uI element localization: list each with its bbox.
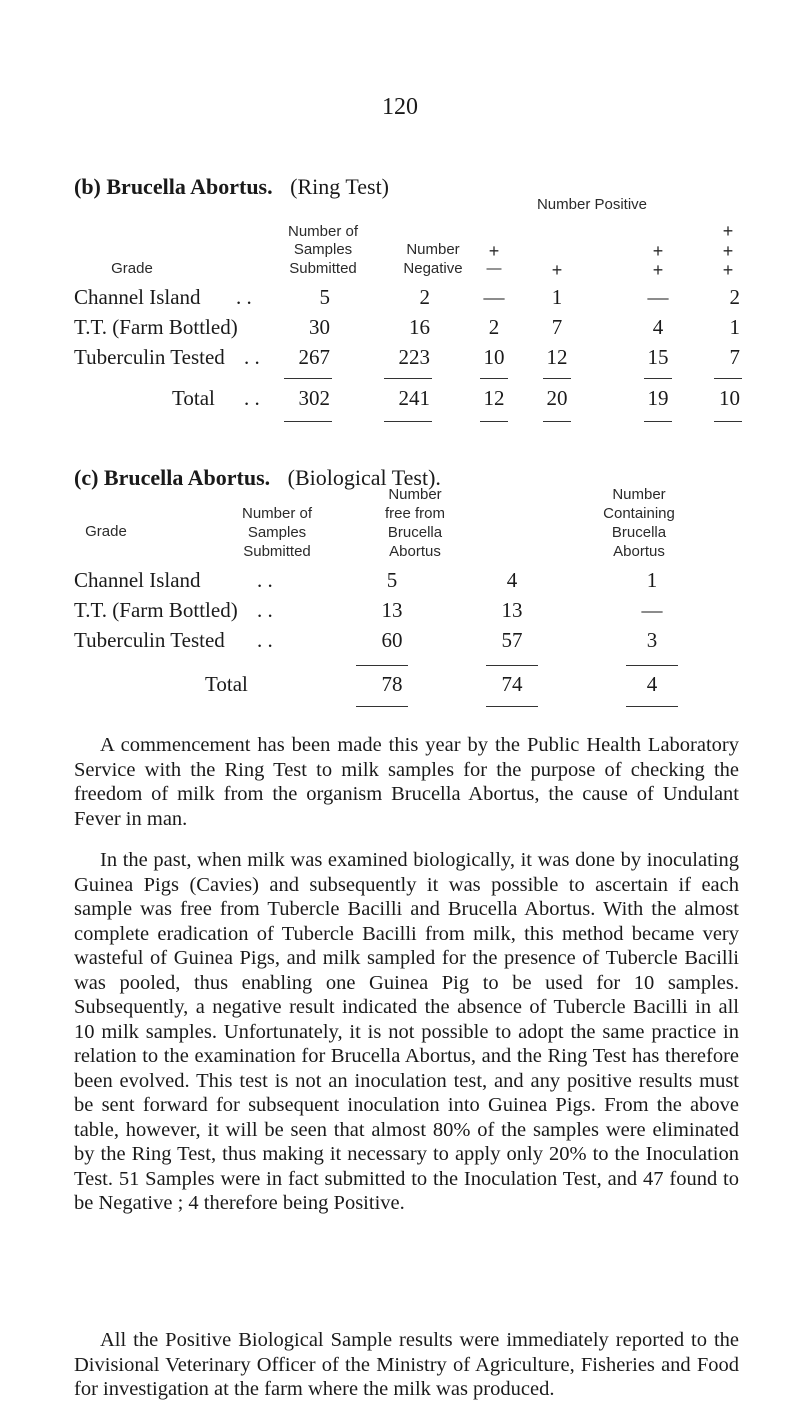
ring-samples-header: Number of [287,223,359,240]
ring-test-heading-rest: (Ring Test) [290,174,390,199]
bio-cont-header-2: Containing [603,505,675,522]
ring-row-p3: 15 [647,345,669,369]
bio-row-free: 4 [506,568,518,592]
bio-total-rule [356,665,408,666]
ring-bottom-rule [480,421,508,422]
bio-test-heading-rest: (Biological Test). [287,465,441,490]
bio-total-label: Total [205,672,248,696]
ring-row-p4: 7 [729,345,740,369]
ring-total-negative: 241 [398,386,430,410]
paragraph-reporting-text: All the Positive Biological Sample results were immediately reported to the Divisional Veterinary Officer of the Ministry of Agriculture, Fisheries and Food for investigation at the farm where the milk was produced. [74,1329,739,1400]
ring-grade-header: Grade [111,260,153,277]
ring-total-p1: 12 [483,386,505,410]
bio-total-rule [626,665,678,666]
bio-row-grade: Tuberculin Tested [74,628,225,652]
bio-bottom-rule [356,706,408,707]
ring-row-submitted: 267 [298,345,330,369]
paragraph-intro [74,733,739,831]
bio-cont-header-1: Number [612,486,666,503]
ring-row-dots: . . [236,285,252,309]
ring-row-negative: 2 [419,285,430,309]
ring-bottom-rule [543,421,571,422]
ring-total-rule [714,378,742,379]
ring-row-grade: T.T. (Farm Bottled) [74,315,238,339]
bio-row-submitted: 60 [381,628,403,652]
bio-row-submitted: 5 [386,568,398,592]
paragraph-intro-text: A commencement has been made this year by the Public Health Laboratory Service with the Ring Test to milk samples for the purpose of checking the freedom of milk from the organism Brucella Abortus, the cause of Undulant Fever in man. [74,734,739,830]
bio-row-dots: . . [257,598,273,622]
ring-row-p3: 4 [652,315,664,339]
ring-row-p2: 1 [551,285,563,309]
bio-row-free: 13 [501,598,523,622]
bio-test-heading-bold: (c) Brucella Abortus. [74,465,271,490]
ring-row-p1: — [483,285,505,309]
ring-pos-col4-top: + [722,221,734,241]
ring-total-rule [284,378,332,379]
bio-free-header-3: Brucella [387,524,443,541]
ring-pos-col1-top: + [488,241,500,261]
ring-row-submitted: 30 [309,315,330,339]
ring-pos-col4-bottom: + [722,260,734,280]
bio-row-dots: . . [257,568,273,592]
ring-row-p2: 7 [551,315,563,339]
ring-row-submitted: 5 [319,285,330,309]
bio-cont-header-3: Brucella [611,524,667,541]
ring-total-label: Total [172,386,215,410]
ring-bottom-rule [384,421,432,422]
bio-samples-header-2: Samples [247,524,307,541]
bio-bottom-rule [626,706,678,707]
ring-total-rule [644,378,672,379]
bio-total-rule [486,665,538,666]
ring-row-negative: 16 [409,315,430,339]
paragraph-method [74,848,739,1216]
bio-row-containing: — [641,598,663,622]
bio-cont-header-4: Abortus [613,543,665,560]
bio-samples-header-1: Number of [241,505,313,522]
bio-row-free: 57 [501,628,523,652]
ring-pos-col4-mid: + [722,241,734,261]
ring-row-p1: 10 [483,345,505,369]
ring-row-negative: 223 [398,345,430,369]
ring-bottom-rule [284,421,332,422]
ring-total-p2: 20 [546,386,568,410]
bio-total-containing: 4 [646,672,658,696]
ring-bottom-rule [714,421,742,422]
bio-total-free: 74 [501,672,523,696]
ring-test-heading-bold: (b) Brucella Abortus. [74,174,273,199]
paragraph-method-text: In the past, when milk was examined biologically, it was done by inoculating Guinea Pigs (Cavies) and subsequently it was possible to ascertain if each sample was free from Tubercle Bacilli and Brucella Abortus. With the almost complete eradication of Tubercle Bacilli from milk, this method became very wasteful of Guinea Pigs, and milk sampled for the presence of Tubercle Bacilli was pooled, thus enabling one Guinea Pig to be used for 10 samples. Subsequently, a negative result indicated the absence of Tubercle Bacilli in all 10 milk samples. Unfortunately, it is not possible to adopt the same practice in relation to the examination for Brucella Abortus, and the Ring Test has therefore been evolved. This test is not an inoculation test, and any positive results must be sent forward for subsequent inoculation into Guinea Pigs. From the above table, however, it will be seen that almost 80% of the samples were eliminated by the Ring Test, thus making it necessary to apply only 20% to the Inoculation Test. 51 Samples were in fact submitted to the Inoculation Test, and 47 found to be Negative ; 4 therefore being Positive. [74,849,739,1214]
ring-row-p1: 2 [488,315,500,339]
ring-pos-col2: + [551,260,563,280]
bio-bottom-rule [486,706,538,707]
ring-row-p4: 1 [729,315,740,339]
bio-row-containing: 3 [646,628,658,652]
bio-row-dots: . . [257,628,273,652]
ring-total-rule [543,378,571,379]
ring-row-grade: Channel Island [74,285,201,309]
ring-negative-header-1: Number [406,241,460,258]
bio-grade-header: Grade [85,523,127,540]
ring-samples-header-2: Samples [293,241,353,258]
bio-free-header-2: free from [384,505,445,522]
ring-row-p3: — [647,285,669,309]
ring-total-p4: 10 [719,386,740,410]
bio-row-grade: T.T. (Farm Bottled) [74,598,238,622]
ring-row-dots: . . [244,345,260,369]
bio-row-submitted: 13 [381,598,403,622]
ring-samples-header-3: Submitted [289,260,357,277]
ring-pos-col3-top: + [652,241,664,261]
ring-total-submitted: 302 [298,386,330,410]
ring-total-rule [480,378,508,379]
page-number: 120 [382,94,418,120]
ring-bottom-rule [644,421,672,422]
ring-test-heading [74,174,389,200]
ring-pos-col1-bottom: — [486,260,502,277]
ring-pos-col3-bottom: + [652,260,664,280]
number-positive-label: Number Positive [536,196,648,213]
bio-row-containing: 1 [646,568,658,592]
bio-row-grade: Channel Island [74,568,201,592]
bio-free-header-1: Number [388,486,442,503]
ring-total-rule [384,378,432,379]
ring-row-p2: 12 [546,345,568,369]
ring-total-p3: 19 [647,386,669,410]
bio-samples-header-3: Submitted [243,543,311,560]
bio-total-submitted: 78 [381,672,403,696]
ring-negative-header-2: Negative [403,260,463,277]
ring-row-grade: Tuberculin Tested [74,345,225,369]
ring-total-dots: . . [244,386,260,410]
paragraph-reporting [74,1328,739,1402]
bio-free-header-4: Abortus [389,543,441,560]
ring-row-p4: 2 [729,285,740,309]
